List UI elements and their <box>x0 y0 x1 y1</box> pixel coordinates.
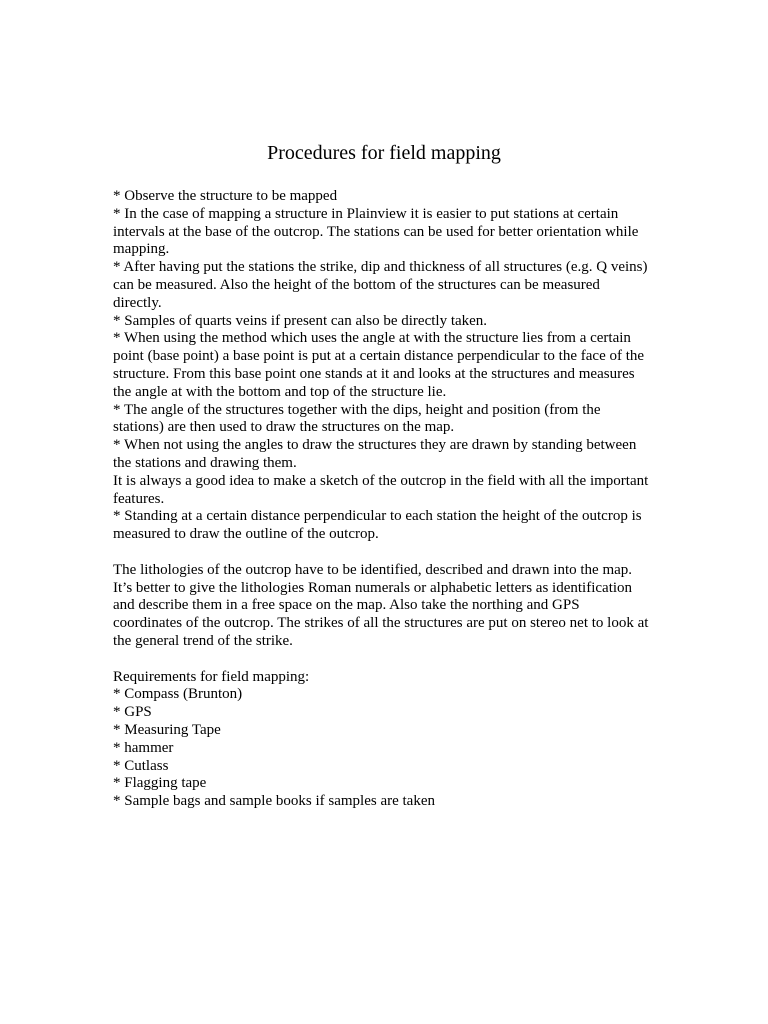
procedure-line: structure. From this base point one stands at it and looks at the structures and measures <box>113 365 635 382</box>
lithology-line: It’s better to give the lithologies Roman numerals or alphabetic letters as identification <box>113 579 633 596</box>
procedure-line: can be measured. Also the height of the bottom of the structures can be measured <box>113 276 600 293</box>
lithology-paragraph <box>113 562 658 651</box>
procedure-line: the angle at with the bottom and top of the structure lie. <box>113 383 447 400</box>
document-title: Procedures for field mapping <box>267 142 501 164</box>
procedure-line: * When using the method which uses the angle at with the structure lies from a certain <box>113 330 631 347</box>
paragraph-spacer <box>113 651 658 669</box>
requirement-item: * Flagging tape <box>113 775 207 792</box>
requirement-item: * hammer <box>113 739 174 756</box>
requirement-item: * Cutlass <box>113 757 169 774</box>
procedure-line: * Standing at a certain distance perpendicular to each station the height of the outcrop is <box>113 508 642 525</box>
lithology-line: the general trend of the strike. <box>113 632 293 649</box>
procedure-line: directly. <box>113 294 162 311</box>
procedure-line: * When not using the angles to draw the structures they are drawn by standing between <box>113 437 637 454</box>
lithology-line: coordinates of the outcrop. The strikes of all the structures are put on stereo net to look at <box>113 615 649 632</box>
requirement-item: * Compass (Brunton) <box>113 686 243 703</box>
procedure-line: * After having put the stations the strike, dip and thickness of all structures (e.g. Q veins) <box>113 259 648 276</box>
procedure-line: * In the case of mapping a structure in Plainview it is easier to put stations at certain <box>113 205 619 222</box>
paragraph-spacer <box>113 544 658 562</box>
procedure-line: stations) are then used to draw the structures on the map. <box>113 419 455 436</box>
document-body <box>113 188 658 811</box>
requirement-item: * Measuring Tape <box>113 721 221 738</box>
requirements-section <box>113 669 658 811</box>
procedure-line: * Samples of quarts veins if present can also be directly taken. <box>113 312 488 329</box>
procedure-line: mapping. <box>113 241 170 258</box>
procedure-line: * Observe the structure to be mapped <box>113 188 338 204</box>
lithology-line: The lithologies of the outcrop have to be identified, described and drawn into the map. <box>113 561 633 578</box>
procedure-line: features. <box>113 490 165 507</box>
procedure-line: * The angle of the structures together with the dips, height and position (from the <box>113 401 601 418</box>
procedure-line: intervals at the base of the outcrop. The stations can be used for better orientation while <box>113 223 639 240</box>
procedure-section <box>113 188 658 544</box>
procedure-line: point (base point) a base point is put at a certain distance perpendicular to the face of the <box>113 348 645 365</box>
requirement-item: * Sample bags and sample books if samples are taken <box>113 793 436 810</box>
procedure-line: measured to draw the outline of the outcrop. <box>113 526 379 543</box>
requirements-heading: Requirements for field mapping: <box>113 668 310 685</box>
requirement-item: * GPS <box>113 704 152 721</box>
procedure-line: the stations and drawing them. <box>113 454 297 471</box>
procedure-line: It is always a good idea to make a sketch of the outcrop in the field with all the important <box>113 472 649 489</box>
lithology-line: and describe them in a free space on the map. Also take the northing and GPS <box>113 597 580 614</box>
